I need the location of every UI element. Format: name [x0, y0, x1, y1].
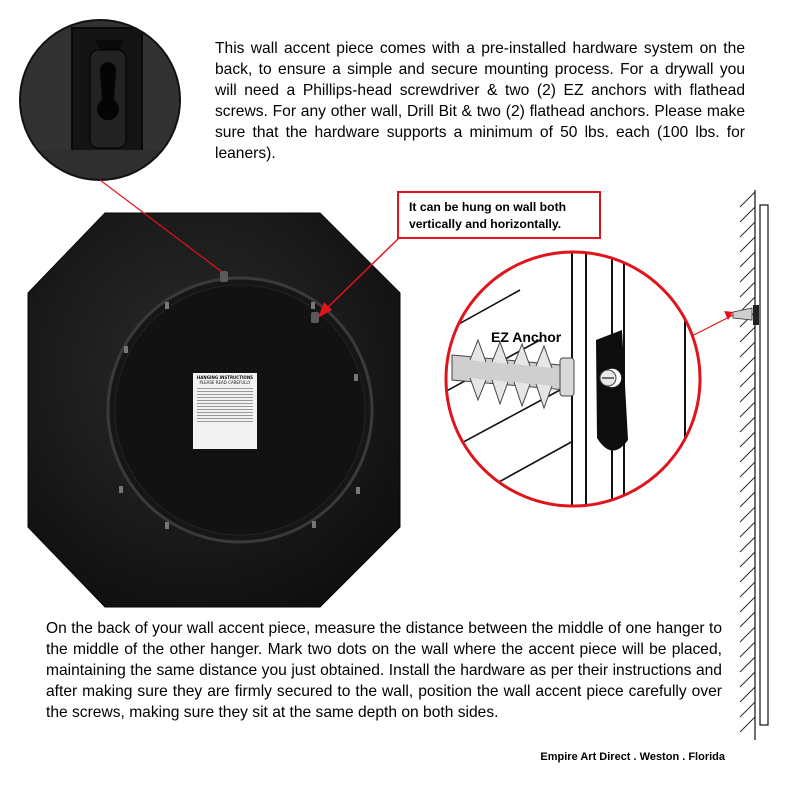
intro-paragraph: This wall accent piece comes with a pre-installed hardware system on the back, to ensure a simple and secure mounting process. For a drywall you will need a Phillips-head screwdriver & two (2) EZ anchors with flathead screws. For any other wall, Drill Bit & two (2) flathead anchors. Please make sure that the hardware supports a minimum of 50 lbs. each (100 lbs. for leaners).	[215, 40, 745, 162]
clip	[354, 374, 358, 381]
piece-profile	[760, 205, 768, 725]
clip	[124, 346, 128, 353]
clip	[356, 487, 360, 494]
instructions-paragraph: On the back of your wall accent piece, measure the distance between the middle of one hanger to the middle of the other hanger. Mark two dots on the wall where the accent piece will be placed, maintaining the same distance you just obtained. Install the hardware as per their instructions and after making sure they are firmly secured to the wall, position the wall accent piece carefully over the screws, making sure they sit at the same depth on both sides.	[46, 620, 722, 721]
screw-profile	[733, 308, 752, 320]
hanging-instructions-label	[193, 373, 257, 449]
label-title: HANGING INSTRUCTIONS	[196, 375, 254, 380]
company-credit: Empire Art Direct . Weston . Florida	[540, 751, 725, 763]
clip	[165, 302, 169, 309]
label-text-lines	[197, 388, 253, 422]
clip	[119, 486, 123, 493]
clip	[311, 302, 315, 309]
clip	[165, 522, 169, 529]
hanger-side	[311, 312, 319, 323]
hanger-top	[220, 271, 228, 282]
ez-anchor-label: EZ Anchor	[491, 329, 562, 345]
orientation-callout: It can be hung on wall both vertically and horizontally.	[397, 191, 601, 239]
clip	[312, 521, 316, 528]
hanger-zoom-circle	[20, 20, 180, 180]
wall-profile	[733, 190, 768, 740]
anchor-detail-circle	[430, 240, 700, 530]
detail-pointer-line	[688, 315, 733, 338]
label-subtitle: PLEASE READ CAREFULLY	[199, 380, 251, 385]
